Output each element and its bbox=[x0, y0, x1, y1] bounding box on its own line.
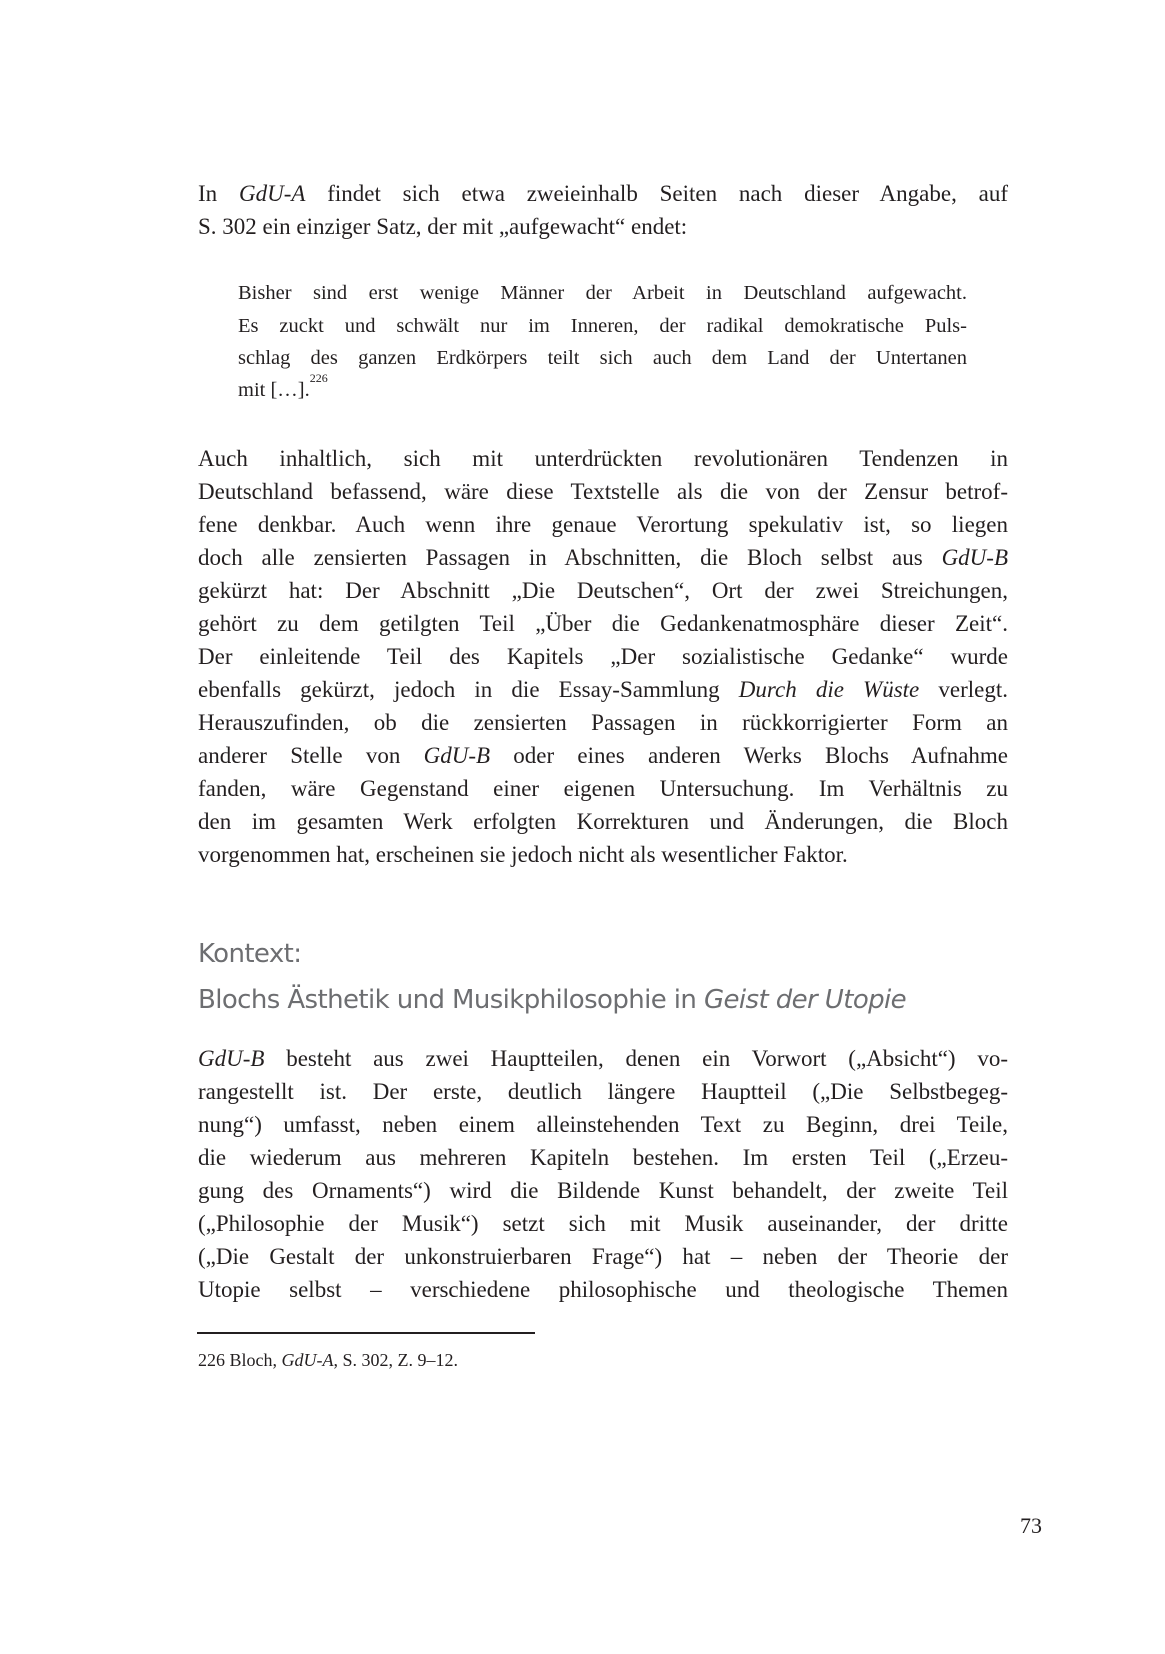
text-line: Utopie selbst – verschiedene philosophische und theologische Themen bbox=[198, 1277, 1008, 1302]
text-line: vorgenommen hat, erscheinen sie jedoch nicht als wesentlicher Faktor. bbox=[198, 842, 848, 867]
text-line: ebenfalls gekürzt, jedoch in die Essay-Sammlung Durch die Wüste verlegt. bbox=[198, 677, 1008, 702]
text-line: fanden, wäre Gegenstand einer eigenen Untersuchung. Im Verhältnis zu bbox=[198, 776, 1008, 801]
footnote-location: , S. 302, Z. 9–12. bbox=[333, 1350, 459, 1370]
page-number: 73 bbox=[1020, 1513, 1042, 1538]
quote-line: Es zuckt und schwält nur im Inneren, der radikal demokratische Puls- bbox=[238, 315, 967, 337]
text-line: („Philosophie der Musik“) setzt sich mit Musik auseinander, der dritte bbox=[198, 1211, 1008, 1236]
text-line: rangestellt ist. Der erste, deutlich längere Hauptteil („Die Selbstbegeg- bbox=[198, 1079, 1008, 1104]
footnote-separator bbox=[197, 1332, 535, 1334]
text-line: anderer Stelle von GdU-B oder eines anderen Werks Blochs Aufnahme bbox=[198, 743, 1008, 768]
text-line: fene denkbar. Auch wenn ihre genaue Verortung spekulativ ist, so liegen bbox=[198, 512, 1008, 537]
text-line: Auch inhaltlich, sich mit unterdrückten revolutionären Tendenzen in bbox=[198, 446, 1008, 471]
quote-line: Bisher sind erst wenige Männer der Arbeit in Deutschland aufgewacht. bbox=[238, 282, 967, 304]
footnote-work: GdU-A bbox=[281, 1350, 334, 1370]
text-line: GdU-B besteht aus zwei Hauptteilen, denen ein Vorwort („Absicht“) vo- bbox=[198, 1046, 1008, 1071]
text-line: doch alle zensierten Passagen in Abschnitten, die Bloch selbst aus GdU-B bbox=[198, 545, 1008, 570]
text-line: Der einleitende Teil des Kapitels „Der sozialistische Gedanke“ wurde bbox=[198, 644, 1008, 669]
text-line: gehört zu dem getilgten Teil „Über die Gedankenatmosphäre dieser Zeit“. bbox=[198, 611, 1008, 636]
quote-line: schlag des ganzen Erdkörpers teilt sich auch dem Land der Untertanen bbox=[238, 347, 967, 369]
text-line: Herauszufinden, ob die zensierten Passagen in rückkorrigierter Form an bbox=[198, 710, 1008, 735]
quote-line: mit […].$^{226}$ bbox=[238, 371, 328, 401]
footnote-number: 226 bbox=[198, 1350, 225, 1370]
text-line: („Die Gestalt der unkonstruierbaren Frage“) hat – neben der Theorie der bbox=[198, 1244, 1008, 1269]
footnote-text: Bloch, bbox=[229, 1350, 282, 1370]
text-line: gung des Ornaments“) wird die Bildende Kunst behandelt, der zweite Teil bbox=[198, 1178, 1008, 1203]
text-line: S. 302 ein einziger Satz, der mit „aufgewacht“ endet: bbox=[198, 214, 688, 239]
text-line: den im gesamten Werk erfolgten Korrekturen und Änderungen, die Bloch bbox=[198, 809, 1008, 834]
text-line: nung“) umfasst, neben einem alleinstehenden Text zu Beginn, drei Teile, bbox=[198, 1112, 1008, 1137]
footnote-reference[interactable]: 226 bbox=[309, 371, 328, 385]
section-heading-line-2: Blochs Ästhetik und Musikphilosophie in Geist der Utopie bbox=[198, 985, 907, 1015]
section-heading-line-1: Kontext: bbox=[198, 939, 302, 969]
text-line: gekürzt hat: Der Abschnitt „Die Deutschen“, Ort der zwei Streichungen, bbox=[198, 578, 1008, 603]
footnote-226 bbox=[198, 1348, 458, 1372]
text-line: die wiederum aus mehreren Kapiteln bestehen. Im ersten Teil („Erzeu- bbox=[198, 1145, 1008, 1170]
text-line: In GdU-A findet sich etwa zweieinhalb Seiten nach dieser Angabe, auf bbox=[198, 181, 1008, 206]
text-line: Deutschland befassend, wäre diese Textstelle als die von der Zensur betrof- bbox=[198, 479, 1008, 504]
